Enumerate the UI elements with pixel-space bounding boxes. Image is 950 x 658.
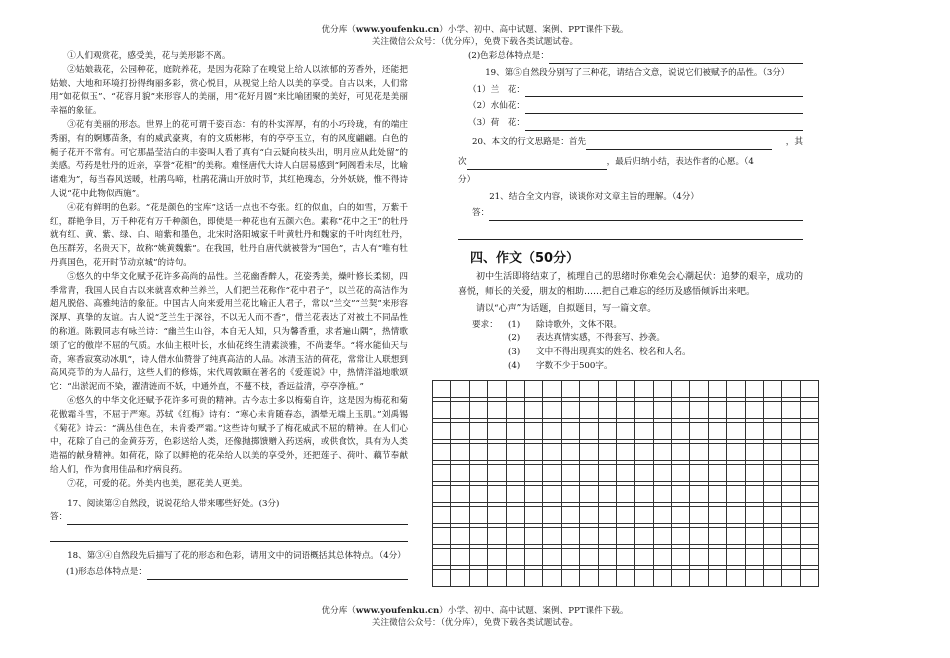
grid-cell[interactable] [653, 486, 671, 503]
grid-cell[interactable] [524, 402, 542, 419]
grid-cell[interactable] [561, 402, 579, 419]
grid-cell[interactable] [800, 486, 818, 503]
grid-cell[interactable] [543, 528, 561, 545]
grid-cell[interactable] [635, 507, 653, 524]
question-20: 20、本文的行文思路是：首先 ，其 [458, 136, 803, 150]
grid-cell[interactable] [764, 549, 782, 566]
grid-cell[interactable] [433, 507, 451, 524]
grid-cell[interactable] [727, 465, 745, 482]
grid-cell[interactable] [506, 528, 524, 545]
header-line-1: 优分库（www.youfenku.cn）小学、初中、高中试题、案例、PPT课件下载。 [321, 25, 629, 35]
grid-cell[interactable] [708, 486, 726, 503]
grid-cell[interactable] [598, 465, 616, 482]
grid-cell[interactable] [635, 402, 653, 419]
q21-answer-row [458, 207, 803, 221]
grid-cell[interactable] [469, 549, 487, 566]
grid-cell[interactable] [653, 507, 671, 524]
grid-cell[interactable] [543, 444, 561, 461]
grid-cell[interactable] [745, 570, 763, 587]
grid-cell[interactable] [524, 549, 542, 566]
grid-cell[interactable] [451, 444, 469, 461]
grid-cell[interactable] [690, 423, 708, 440]
grid-cell[interactable] [708, 402, 726, 419]
grid-cell[interactable] [690, 549, 708, 566]
q20-answer-line-2[interactable] [467, 159, 607, 170]
grid-cell[interactable] [800, 423, 818, 440]
grid-cell[interactable] [616, 444, 634, 461]
grid-row [433, 549, 819, 566]
q21-answer-line-2[interactable] [458, 229, 803, 240]
grid-cell[interactable] [727, 381, 745, 398]
grid-cell[interactable] [506, 465, 524, 482]
grid-cell[interactable] [782, 423, 800, 440]
grid-cell[interactable] [561, 486, 579, 503]
page-footer [0, 605, 950, 629]
question-19: 19、第⑤自然段分别写了三种花，请结合文意，说说它们被赋予的品性。（3分） [485, 67, 790, 78]
grid-cell[interactable] [690, 570, 708, 587]
right-column [458, 50, 803, 374]
grid-cell[interactable] [488, 507, 506, 524]
grid-cell[interactable] [745, 486, 763, 503]
grid-cell[interactable] [745, 549, 763, 566]
grid-cell[interactable] [598, 507, 616, 524]
grid-cell[interactable] [708, 570, 726, 587]
grid-row [433, 402, 819, 419]
grid-cell[interactable] [672, 507, 690, 524]
grid-cell[interactable] [580, 507, 598, 524]
question-18: 18、第③④自然段先后描写了花的形态和色彩，请用文中的词语概括其总体特点。（4分） [67, 551, 406, 562]
grid-cell[interactable] [764, 528, 782, 545]
grid-cell[interactable] [653, 465, 671, 482]
grid-cell[interactable] [727, 486, 745, 503]
grid-cell[interactable] [653, 423, 671, 440]
grid-cell[interactable] [561, 507, 579, 524]
grid-cell[interactable] [708, 528, 726, 545]
paragraph-4: ④花有鲜明的色彩。“花是颜色的宝库”这话一点也不夸张。红的似血，白的如雪，万紫千红，群艳争目，万千种花有万千种颜色，即使是一种花也有五颜六色。素称“花中之王”的牡丹就有红、黄、紫、绿、白、暗紫和墨色，北宋时洛阳城家千叶黄牡丹和魏家的千叶肉红牡丹，色压群芳，名贵天下，故称“姚黄魏紫”。在我国，牡丹自唐代就被誉为“国色”，古人有“唯有牡丹真国色，花开时节动京城”的诗句。 [50, 202, 408, 268]
grid-cell[interactable] [708, 444, 726, 461]
grid-cell[interactable] [764, 507, 782, 524]
grid-cell[interactable] [433, 549, 451, 566]
grid-cell[interactable] [451, 402, 469, 419]
grid-cell[interactable] [727, 528, 745, 545]
grid-cell[interactable] [561, 444, 579, 461]
grid-cell[interactable] [672, 423, 690, 440]
grid-row [433, 465, 819, 482]
grid-cell[interactable] [561, 549, 579, 566]
grid-cell[interactable] [782, 528, 800, 545]
grid-cell[interactable] [745, 444, 763, 461]
grid-cell[interactable] [524, 570, 542, 587]
grid-cell[interactable] [469, 381, 487, 398]
grid-cell[interactable] [488, 465, 506, 482]
grid-cell[interactable] [580, 486, 598, 503]
grid-cell[interactable] [653, 444, 671, 461]
grid-cell[interactable] [653, 528, 671, 545]
grid-cell[interactable] [506, 486, 524, 503]
grid-cell[interactable] [469, 465, 487, 482]
grid-cell[interactable] [635, 444, 653, 461]
q19-answer-line-3[interactable] [525, 120, 803, 131]
grid-cell[interactable] [708, 549, 726, 566]
q19-answer-line-2[interactable] [525, 103, 803, 114]
grid-cell[interactable] [543, 486, 561, 503]
grid-cell[interactable] [451, 507, 469, 524]
grid-cell[interactable] [616, 381, 634, 398]
q18-2-answer-line[interactable] [549, 53, 803, 64]
grid-cell[interactable] [451, 528, 469, 545]
grid-cell[interactable] [653, 570, 671, 587]
grid-cell[interactable] [800, 402, 818, 419]
grid-cell[interactable] [782, 549, 800, 566]
footer-line-1: 优分库（www.youfenku.cn）小学、初中、高中试题、案例、PPT课件下载。 [321, 606, 629, 616]
grid-cell[interactable] [616, 570, 634, 587]
grid-cell[interactable] [745, 402, 763, 419]
grid-cell[interactable] [580, 549, 598, 566]
grid-cell[interactable] [451, 486, 469, 503]
grid-cell[interactable] [488, 570, 506, 587]
q18-1-answer-line[interactable] [147, 569, 408, 580]
grid-cell[interactable] [524, 465, 542, 482]
q17-answer-line-2[interactable] [50, 531, 408, 542]
grid-cell[interactable] [800, 381, 818, 398]
grid-cell[interactable] [764, 402, 782, 419]
grid-cell[interactable] [635, 486, 653, 503]
grid-row [433, 570, 819, 587]
grid-cell[interactable] [800, 570, 818, 587]
grid-cell[interactable] [506, 402, 524, 419]
grid-cell[interactable] [727, 402, 745, 419]
grid-cell[interactable] [561, 528, 579, 545]
grid-cell[interactable] [598, 423, 616, 440]
grid-cell[interactable] [524, 528, 542, 545]
q17-answer-line[interactable] [67, 514, 408, 525]
grid-cell[interactable] [598, 570, 616, 587]
grid-cell[interactable] [580, 465, 598, 482]
question-21: 21、结合全文内容，谈谈你对文章主旨的理解。（4分） [489, 192, 699, 203]
grid-cell[interactable] [524, 486, 542, 503]
grid-cell[interactable] [488, 423, 506, 440]
grid-cell[interactable] [580, 423, 598, 440]
footer-site[interactable]: www.youfenku.cn [355, 606, 440, 616]
grid-cell[interactable] [672, 444, 690, 461]
grid-cell[interactable] [543, 507, 561, 524]
grid-cell[interactable] [469, 423, 487, 440]
grid-cell[interactable] [690, 444, 708, 461]
grid-cell[interactable] [433, 444, 451, 461]
grid-cell[interactable] [598, 444, 616, 461]
grid-cell[interactable] [800, 549, 818, 566]
grid-cell[interactable] [543, 465, 561, 482]
grid-cell[interactable] [672, 465, 690, 482]
grid-cell[interactable] [672, 570, 690, 587]
grid-cell[interactable] [616, 423, 634, 440]
grid-cell[interactable] [616, 528, 634, 545]
grid-row [433, 507, 819, 524]
grid-cell[interactable] [543, 381, 561, 398]
grid-row [433, 423, 819, 440]
grid-cell[interactable] [800, 528, 818, 545]
requirement-item: (4) 字数不少于500字。 [508, 360, 613, 371]
question-20-cont: 次 ，最后归纳小结，表达作者的心愿。（4 [458, 156, 803, 170]
grid-cell[interactable] [598, 486, 616, 503]
grid-cell[interactable] [616, 549, 634, 566]
grid-cell[interactable] [690, 528, 708, 545]
grid-cell[interactable] [745, 381, 763, 398]
grid-row [433, 444, 819, 461]
grid-cell[interactable] [598, 528, 616, 545]
paragraph-3: ③花有美丽的形态。世界上的花可谓千姿百态：有的朴实浑厚，有的小巧玲珑，有的端庄秀丽，有的婀娜苗条，有的威武豪爽，有的文质彬彬，有的亭亭玉立，有的风度翩翩。白色的栀子花开不常有。可它那晶莹洁白的丰姿叫人看了真有“白云疑向枝头出，明月应从此处留”的美感。芍药是牡丹的近亲，享誉“花相”的美称。难怪唐代大诗人白居易感到“阿阁看未尽，比喻诸难为”，每当春风送暖，杜鹃鸟啼，杜鹃花满山开放时节，其红艳瑰态，分外妖娆，惟不得诗人说“花中此物似西施”。 [50, 119, 408, 199]
grid-cell[interactable] [764, 423, 782, 440]
grid-cell[interactable] [433, 381, 451, 398]
grid-cell[interactable] [580, 444, 598, 461]
header-site[interactable]: www.youfenku.cn [355, 25, 440, 35]
essay-task: 请以“心声”为话题，自拟题目，写一篇文章。 [476, 303, 657, 314]
q18-2-row [458, 50, 803, 64]
grid-cell[interactable] [764, 381, 782, 398]
grid-cell[interactable] [672, 402, 690, 419]
grid-cell[interactable] [506, 381, 524, 398]
grid-cell[interactable] [543, 570, 561, 587]
grid-row [433, 381, 819, 398]
left-column [50, 50, 408, 580]
question-20-score: 分） [458, 174, 476, 185]
grid-cell[interactable] [800, 507, 818, 524]
q17-answer-row [50, 511, 408, 525]
grid-cell[interactable] [727, 444, 745, 461]
footer-line-2: 关注微信公众号：（优分库），免费下载各类试题试卷。 [371, 618, 579, 628]
grid-cell[interactable] [506, 507, 524, 524]
grid-cell[interactable] [433, 423, 451, 440]
grid-cell[interactable] [433, 570, 451, 587]
grid-cell[interactable] [580, 528, 598, 545]
grid-cell[interactable] [451, 570, 469, 587]
grid-cell[interactable] [616, 507, 634, 524]
grid-cell[interactable] [800, 465, 818, 482]
grid-cell[interactable] [653, 381, 671, 398]
requirements-list [458, 319, 803, 374]
grid-cell[interactable] [782, 444, 800, 461]
grid-cell[interactable] [506, 423, 524, 440]
grid-cell[interactable] [727, 507, 745, 524]
grid-cell[interactable] [598, 402, 616, 419]
essay-intro: 初中生活即将结束了，梳理自己的思绪时你难免会心潮起伏：追梦的艰辛，成功的喜悦，师长的关爱，朋友的相助……把自己难忘的经历及感悟倾诉出来吧。 [458, 271, 803, 297]
grid-cell[interactable] [543, 549, 561, 566]
grid-cell[interactable] [580, 381, 598, 398]
grid-cell[interactable] [469, 402, 487, 419]
grid-cell[interactable] [598, 549, 616, 566]
grid-cell[interactable] [488, 444, 506, 461]
paragraph-1: ①人们观赏花，感受美，花与美形影不离。 [67, 51, 231, 61]
requirement-item: (2) 表达真情实感，不得套写、抄袭。 [508, 333, 665, 344]
page-header [0, 24, 950, 48]
q18-1-row [50, 566, 408, 580]
grid-row [433, 528, 819, 545]
grid-cell[interactable] [616, 465, 634, 482]
grid-cell[interactable] [727, 570, 745, 587]
q20-answer-line-1[interactable] [586, 139, 772, 150]
grid-cell[interactable] [708, 465, 726, 482]
grid-cell[interactable] [672, 486, 690, 503]
grid-cell[interactable] [616, 402, 634, 419]
grid-cell[interactable] [524, 507, 542, 524]
grid-cell[interactable] [469, 486, 487, 503]
paragraph-2: ②姑娘栽花，公园种花，庭院养花，是因为花除了在嗅觉上给人以浓郁的芳香外，还能把姑娘、大地和环境打扮得绚丽多彩，赏心悦目，从视觉上给人以美的享受。自古以来，人们常用“如花似玉”、“花容月貌”来形容人的美丽，用“花好月圆”来比喻团聚的美好，可见花是美丽幸福的象征。 [50, 64, 408, 117]
grid-cell[interactable] [745, 507, 763, 524]
grid-cell[interactable] [469, 570, 487, 587]
q19-item-2: （2）水仙花： [458, 100, 803, 114]
section-4-title: 四、作文（50分） [470, 250, 580, 266]
grid-cell[interactable] [469, 528, 487, 545]
grid-cell[interactable] [782, 465, 800, 482]
grid-cell[interactable] [598, 381, 616, 398]
grid-cell[interactable] [782, 486, 800, 503]
q19-answer-line-1[interactable] [525, 86, 803, 97]
q19-item-3: （3）荷 花： [458, 117, 803, 131]
grid-cell[interactable] [782, 381, 800, 398]
header-line-2: 关注微信公众号：（优分库），免费下载各类试题试卷。 [371, 37, 579, 47]
grid-cell[interactable] [764, 570, 782, 587]
paragraph-7: ⑦花，可爱的花。外美内也美，愿花美人更美。 [67, 478, 248, 489]
grid-cell[interactable] [451, 423, 469, 440]
requirement-item: 要求： (1) 除诗歌外，文体不限。 [458, 319, 803, 333]
grid-cell[interactable] [488, 486, 506, 503]
q18-2-label: (2)色彩总体特点是： [468, 51, 549, 61]
q19-item-1: （1）兰 花： [458, 84, 803, 98]
grid-cell[interactable] [708, 423, 726, 440]
requirement-item: (3) 文中不得出现真实的姓名、校名和人名。 [508, 347, 691, 358]
grid-cell[interactable] [433, 402, 451, 419]
grid-cell[interactable] [782, 507, 800, 524]
paragraph-6: ⑥悠久的中华文化还赋予花许多可贵的精神。古今志士多以梅菊自许，这是因为梅花和菊花傲霜斗雪，不屈于严寒。苏轼《红梅》诗有：“寒心未肯随春态，酒晕无端上玉肌。”刘禹锡《菊花》诗云：“满丛佳色在，未肯委严霜。”这些诗句赋予了梅花威武不屈的精神。在人们心中，花除了自己的金黄芬芳，色彩送给人类，还像抛掷馈赠入药送病，或供食饮，具有为人类造福的献身精神。如荷花，除了以鲜艳的花朵给人以美的享受外，还把莲子、荷叶、藕节奉献给人们，作为食用佳品和疗病良药。 [50, 395, 408, 475]
grid-cell[interactable] [506, 549, 524, 566]
question-17: 17、阅读第②自然段，说说花给人带来哪些好处。(3分) [67, 498, 280, 509]
grid-cell[interactable] [672, 549, 690, 566]
grid-cell[interactable] [745, 528, 763, 545]
grid-cell[interactable] [635, 570, 653, 587]
grid-cell[interactable] [690, 465, 708, 482]
grid-cell[interactable] [524, 423, 542, 440]
grid-cell[interactable] [653, 549, 671, 566]
grid-cell[interactable] [561, 465, 579, 482]
grid-cell[interactable] [672, 528, 690, 545]
grid-cell[interactable] [764, 465, 782, 482]
grid-cell[interactable] [561, 570, 579, 587]
grid-cell[interactable] [488, 549, 506, 566]
grid-cell[interactable] [635, 528, 653, 545]
grid-cell[interactable] [782, 570, 800, 587]
grid-cell[interactable] [543, 402, 561, 419]
grid-cell[interactable] [764, 486, 782, 503]
q21-answer-label: 答： [472, 208, 490, 219]
grid-cell[interactable] [745, 465, 763, 482]
grid-cell[interactable] [764, 444, 782, 461]
q18-1-label: (1)形态总体特点是： [66, 566, 147, 577]
q17-answer-label: 答： [50, 512, 68, 523]
grid-cell[interactable] [635, 381, 653, 398]
grid-cell[interactable] [469, 507, 487, 524]
grid-cell[interactable] [543, 423, 561, 440]
grid-cell[interactable] [433, 465, 451, 482]
grid-cell[interactable] [488, 528, 506, 545]
grid-cell[interactable] [580, 402, 598, 419]
essay-writing-grid[interactable] [432, 380, 819, 587]
requirements-label: 要求： [472, 319, 498, 330]
grid-cell[interactable] [727, 423, 745, 440]
grid-cell[interactable] [635, 423, 653, 440]
grid-cell[interactable] [616, 486, 634, 503]
grid-cell[interactable] [506, 444, 524, 461]
grid-cell[interactable] [451, 381, 469, 398]
grid-cell[interactable] [708, 381, 726, 398]
grid-cell[interactable] [782, 402, 800, 419]
grid-cell[interactable] [690, 402, 708, 419]
grid-cell[interactable] [690, 507, 708, 524]
grid-cell[interactable] [469, 444, 487, 461]
grid-cell[interactable] [672, 381, 690, 398]
grid-cell[interactable] [653, 402, 671, 419]
grid-cell[interactable] [800, 444, 818, 461]
grid-cell[interactable] [561, 423, 579, 440]
grid-cell[interactable] [580, 570, 598, 587]
grid-cell[interactable] [635, 465, 653, 482]
grid-cell[interactable] [524, 444, 542, 461]
grid-cell[interactable] [727, 549, 745, 566]
paragraph-5: ⑤悠久的中华文化赋予花许多高尚的品性。兰花幽香醉人，花姿秀美，燥叶修长柔韧，四季常青，我国人民自古以来就喜欢种兰养兰，人们把兰花称作“花中君子”，以兰花的高洁作为超凡脱俗、高雅纯洁的象征。中国古人向来爱用兰花比喻正人君子，常以“兰交”“兰契”来形容深厚、真挚的友谊。古人说“芝兰生于深谷，不以无人而不香”，借兰花表达了对被土不同品性的称道。陈毅同志有咏兰诗：“幽兰生山谷，本自无人知，只为馨香重，求者遍山隅”，热情歌颂了它的傲岸不屈的气质。水仙主根叶长，水仙花终生清素淡雅，不尚妻华。“将水能仙天与奇，寒香寂寞动冰肌”，诗人借水仙赞誉了纯真高洁的人品。冰清玉洁的荷花，常常让人联想到高风亮节的为人品行，这些人们的修炼，宋代周敦颐在著名的《爱莲说》中，热情洋溢地歌颂它：“出淤泥而不染，濯清涟而不妖，中通外直，不蔓不枝，香远益清，亭亭净植。” [50, 271, 408, 393]
q21-answer-line[interactable] [489, 210, 803, 221]
grid-cell[interactable] [488, 381, 506, 398]
grid-cell[interactable] [524, 381, 542, 398]
grid-cell[interactable] [451, 465, 469, 482]
grid-cell[interactable] [433, 528, 451, 545]
grid-cell[interactable] [433, 486, 451, 503]
grid-cell[interactable] [506, 570, 524, 587]
grid-cell[interactable] [690, 486, 708, 503]
grid-cell[interactable] [745, 423, 763, 440]
grid-cell[interactable] [488, 402, 506, 419]
grid-cell[interactable] [690, 381, 708, 398]
grid-row [433, 486, 819, 503]
grid-cell[interactable] [451, 549, 469, 566]
grid-cell[interactable] [635, 549, 653, 566]
grid-cell[interactable] [561, 381, 579, 398]
grid-cell[interactable] [708, 507, 726, 524]
